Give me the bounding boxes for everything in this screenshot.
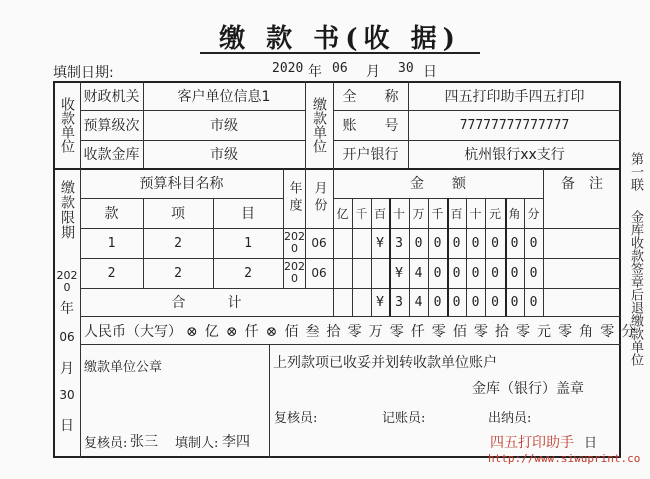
account-value[interactable]: 77777777777777 [459,117,570,133]
fill-date-day-unit: 日 [423,64,437,80]
total-digit: ¥ [376,294,384,310]
payee-unit-label: 收款单位 [59,97,75,153]
digit-header-bai-wan: 百 [373,206,386,221]
row1-digit: 0 [452,235,461,251]
deadline-year-unit: 年 [60,301,74,317]
deadline-label: 缴款限期 [59,180,75,240]
total-label: 合 计 [171,295,242,311]
bank-label: 开户银行 [342,147,399,163]
bank-seal-label: 金库（银行）盖章 [472,381,584,397]
row2-digit: 0 [452,265,461,281]
full-name-value[interactable]: 四五打印助手四五打印 [444,88,585,105]
fill-date-day[interactable]: 30 [398,61,414,76]
total-digit: 0 [491,294,499,310]
row2-month[interactable]: 06 [311,266,327,280]
amount-words-text[interactable]: ⊗ 亿 ⊗ 仟 ⊗ 佰 叁 拾 零 万 零 仟 零 佰 零 拾 零 元 零 角 零 分 [186,324,637,340]
xiang-header: 项 [171,206,185,222]
row1-digit: 0 [471,235,480,251]
budget-level-label: 预算级次 [83,118,140,134]
total-digit: 3 [395,294,403,310]
row2-mu[interactable]: 2 [244,265,252,281]
total-digit: 0 [433,294,442,310]
row1-digit: 0 [414,235,423,251]
bank-reviewer-label: 复核员: [274,411,318,426]
row2-digit: 0 [433,265,442,281]
bookkeeper-label: 记账员: [382,411,426,426]
deadline-month[interactable]: 06 [59,330,75,344]
amount-header: 金 额 [410,176,466,192]
row1-mu[interactable]: 1 [244,235,252,251]
remark-header: 备 注 [561,176,603,192]
account-label: 账 号 [342,118,399,134]
row1-year[interactable]: 2020 [284,230,305,255]
total-digit: 0 [529,294,538,310]
fill-date-year[interactable]: 2020 [272,61,304,76]
row1-digit: 0 [510,235,519,251]
bank-date-day-unit: 日 [584,436,598,451]
deadline-month-unit: 月 [60,361,74,377]
copy-instruction-label: 金库收款签章后退缴款单位 [628,210,643,366]
divider [80,316,621,317]
digit-header-fen: 分 [527,206,540,221]
treasury-value[interactable]: 市级 [210,147,238,163]
payer-reviewer-value[interactable]: 张三 [130,434,158,450]
budget-level-value[interactable]: 市级 [210,118,238,134]
year-header: 年度 [286,181,302,215]
total-digit: 0 [471,294,480,310]
watermark-url: http://www.siwuprint.co [488,452,641,465]
digit-header-wan: 万 [412,206,425,221]
payer-unit-label: 缴款单位 [311,97,327,153]
divider [80,344,621,345]
deadline-year[interactable]: 2020 [56,269,78,294]
digit-header-yi: 亿 [336,206,349,221]
row2-digit [333,258,352,288]
row1-digit: ¥ [376,235,384,251]
bank-value[interactable]: 杭州银行xx支行 [464,147,565,163]
total-digit: 0 [510,294,519,310]
fill-date-month[interactable]: 06 [332,61,348,76]
deadline-day-unit: 日 [60,418,74,434]
payer-seal-label: 缴款单位公章 [84,360,163,375]
total-digit [352,288,371,316]
row2-xiang[interactable]: 2 [174,265,182,281]
digit-header-shi-wan: 十 [392,206,405,221]
total-digit [333,288,352,316]
row2-digit [352,258,371,288]
fiscal-authority-value[interactable]: 客户单位信息1 [177,88,271,105]
amount-words-label: 人民币（大写） [84,324,182,340]
row1-digit: 0 [491,235,499,251]
row1-digit [333,228,352,258]
row1-xiang[interactable]: 2 [174,235,182,251]
deadline-label-block [54,180,80,240]
digit-header-qian: 千 [431,206,444,221]
row2-remark[interactable] [543,258,621,288]
treasury-label: 收款金库 [83,147,140,163]
row1-digit: 0 [433,235,442,251]
row2-digit [371,258,389,288]
row1-digit: 3 [395,235,403,251]
row2-digit: 4 [414,265,423,281]
total-digit: 0 [452,294,461,310]
digit-header-jiao: 角 [508,206,521,221]
payer-reviewer-label: 复核员: [84,436,128,451]
fiscal-authority-label: 财政机关 [83,88,140,105]
row2-year[interactable]: 2020 [284,260,305,285]
preparer-label: 填制人: [175,436,219,451]
row2-digit: 0 [510,265,519,281]
digit-header-bai: 百 [450,206,463,221]
digit-header-yuan: 元 [488,206,501,221]
fill-date-label: 填制日期: [53,65,114,81]
total-digit: 4 [414,294,423,310]
fill-date-month-unit: 月 [366,64,380,80]
cashier-label: 出纳员: [488,411,532,426]
mu-header: 目 [241,206,255,222]
row2-digit: ¥ [395,265,403,281]
divider [269,344,270,458]
row1-remark[interactable] [543,228,621,258]
full-name-label: 全 称 [342,88,399,105]
row1-kuan[interactable]: 1 [107,235,116,251]
deadline-day[interactable]: 30 [59,388,75,402]
digit-header-shi: 十 [469,206,482,221]
preparer-value[interactable]: 李四 [222,434,250,450]
row1-digit: 0 [529,235,538,251]
title-underline [200,52,480,54]
row2-kuan[interactable]: 2 [107,265,116,281]
month-header: 月份 [311,181,327,215]
budget-subject-header: 预算科目名称 [139,176,224,192]
row2-digit: 0 [491,265,499,281]
row1-digit [352,228,371,258]
fill-date-year-unit: 年 [308,64,322,80]
row2-digit: 0 [529,265,538,281]
bank-statement: 上列款项已收妥并划转收款单位账户 [273,355,497,371]
document-title: 缴 款 书(收 据) [219,24,461,54]
digit-header-qian-yi: 千 [355,206,368,221]
watermark-text: 四五打印助手 [490,435,574,451]
row1-month[interactable]: 06 [311,236,327,250]
kuan-header: 款 [104,206,119,222]
row2-digit: 0 [471,265,480,281]
copy-number-label: 第一联 [628,152,643,191]
